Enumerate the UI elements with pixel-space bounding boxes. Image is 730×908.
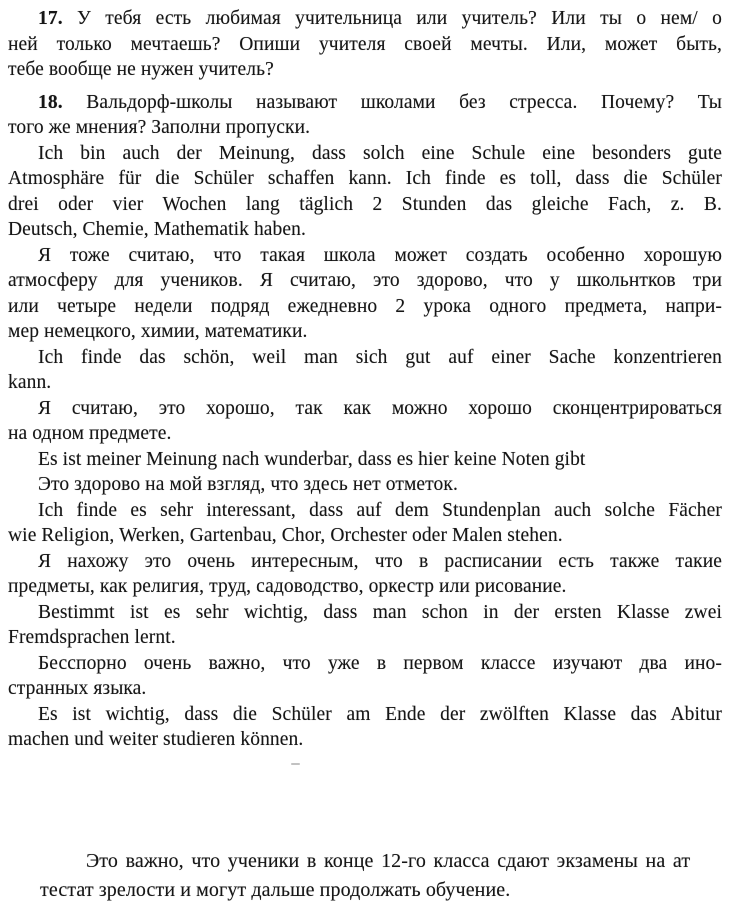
paragraph-german-4 <box>8 498 722 549</box>
text-line: Я тоже считаю, что такая школа может создать особенно хорошую <box>38 244 722 266</box>
text-segment: Вальдорф-школы называют школами без стресса. Почему? Ты <box>86 91 722 113</box>
text-line: Bestimmt ist es sehr wichtig, dass man schon in der ersten Klasse zwei <box>38 601 722 623</box>
text-line: на одном предмете. <box>8 423 172 444</box>
paragraph-german-2 <box>8 345 722 396</box>
text-line: Бесспорно очень важно, что уже в первом классе изучают два ино- <box>38 652 722 674</box>
bottom-text-fragment <box>40 847 730 905</box>
exercise-18-number: 18. <box>38 91 63 113</box>
text-line: Ich finde das schön, weil man sich gut auf einer Sache konzentrieren <box>38 346 722 368</box>
text-line: атмосферу для учеников. Я считаю, это здорово, что у школьнтков три <box>8 270 722 291</box>
text-line: Es ist wichtig, dass die Schüler am Ende der zwölften Klasse das Abitur <box>38 703 722 725</box>
paragraph-russian-1 <box>8 243 722 345</box>
text-line: предметы, как религия, труд, садоводство, оркестр или рисование. <box>8 576 567 597</box>
text-line: kann. <box>8 372 52 393</box>
exercise-17-number: 17. <box>38 8 63 29</box>
paragraph-russian-4 <box>8 549 722 600</box>
text-line: drei oder vier Wochen lang täglich 2 Stunden das gleiche Fach, z. B. <box>8 193 722 215</box>
paragraph-german-1 <box>8 141 722 243</box>
text-line: тестат зрелости и могут дальше продолжать обучение. <box>40 879 511 901</box>
text-line <box>8 90 722 116</box>
paragraph-russian-2 <box>8 396 722 447</box>
scan-artifact-dash <box>291 763 300 765</box>
exercise-17 <box>8 6 722 83</box>
text-line: странных языка. <box>8 678 147 699</box>
text-line: machen und weiter studieren können. <box>8 729 304 750</box>
text-line: ней только мечтаешь? Опиши учителя своей мечты. Или, может быть, <box>8 33 722 55</box>
paragraph-german-6 <box>8 702 722 753</box>
text-line: Ich bin auch der Meinung, dass solch eine Schule eine besonders gute <box>38 142 722 164</box>
paragraph-russian-5 <box>8 651 722 702</box>
text-line <box>8 6 722 32</box>
text-line: Я считаю, это хорошо, так как можно хорошо сконцентрироваться <box>38 397 722 419</box>
text-line: Es ist meiner Meinung nach wunderbar, dass es hier keine Noten gibt <box>38 448 586 470</box>
text-line: wie Religion, Werken, Gartenbau, Chor, Orchester oder Malen stehen. <box>8 525 563 546</box>
exercise-18 <box>8 90 722 141</box>
text-line: Это здорово на мой взгляд, что здесь нет отметок. <box>38 474 458 495</box>
text-line: мер немецкого, химии, математики. <box>8 321 308 342</box>
text-line: того же мнения? Заполни пропуски. <box>8 117 311 138</box>
text-line: Deutsch, Chemie, Mathematik haben. <box>8 219 306 240</box>
text-line: Atmosphäre für die Schüler schaffen kann. Ich finde es toll, dass die Schüler <box>8 168 722 189</box>
paragraph-russian-3 <box>8 472 722 498</box>
document-text-column <box>8 6 722 753</box>
text-line: тебе вообще не нужен учитель? <box>8 59 274 80</box>
text-line: Это важно, что ученики в конце 12-го класса сдают экзамены на ат <box>86 850 691 872</box>
paragraph-german-3 <box>8 447 722 473</box>
text-segment: У тебя есть любимая учительница или учитель? Или ты о нем/ о <box>77 8 722 29</box>
text-line: Ich finde es sehr interessant, dass auf dem Stundenplan auch solche Fächer <box>38 499 722 521</box>
paragraph-german-5 <box>8 600 722 651</box>
text-line: Fremdsprachen lernt. <box>8 627 176 648</box>
text-line: Я нахожу это очень интересным, что в расписании есть также такие <box>38 550 722 572</box>
text-line: или четыре недели подряд ежедневно 2 урока одного предмета, напри- <box>8 295 722 317</box>
